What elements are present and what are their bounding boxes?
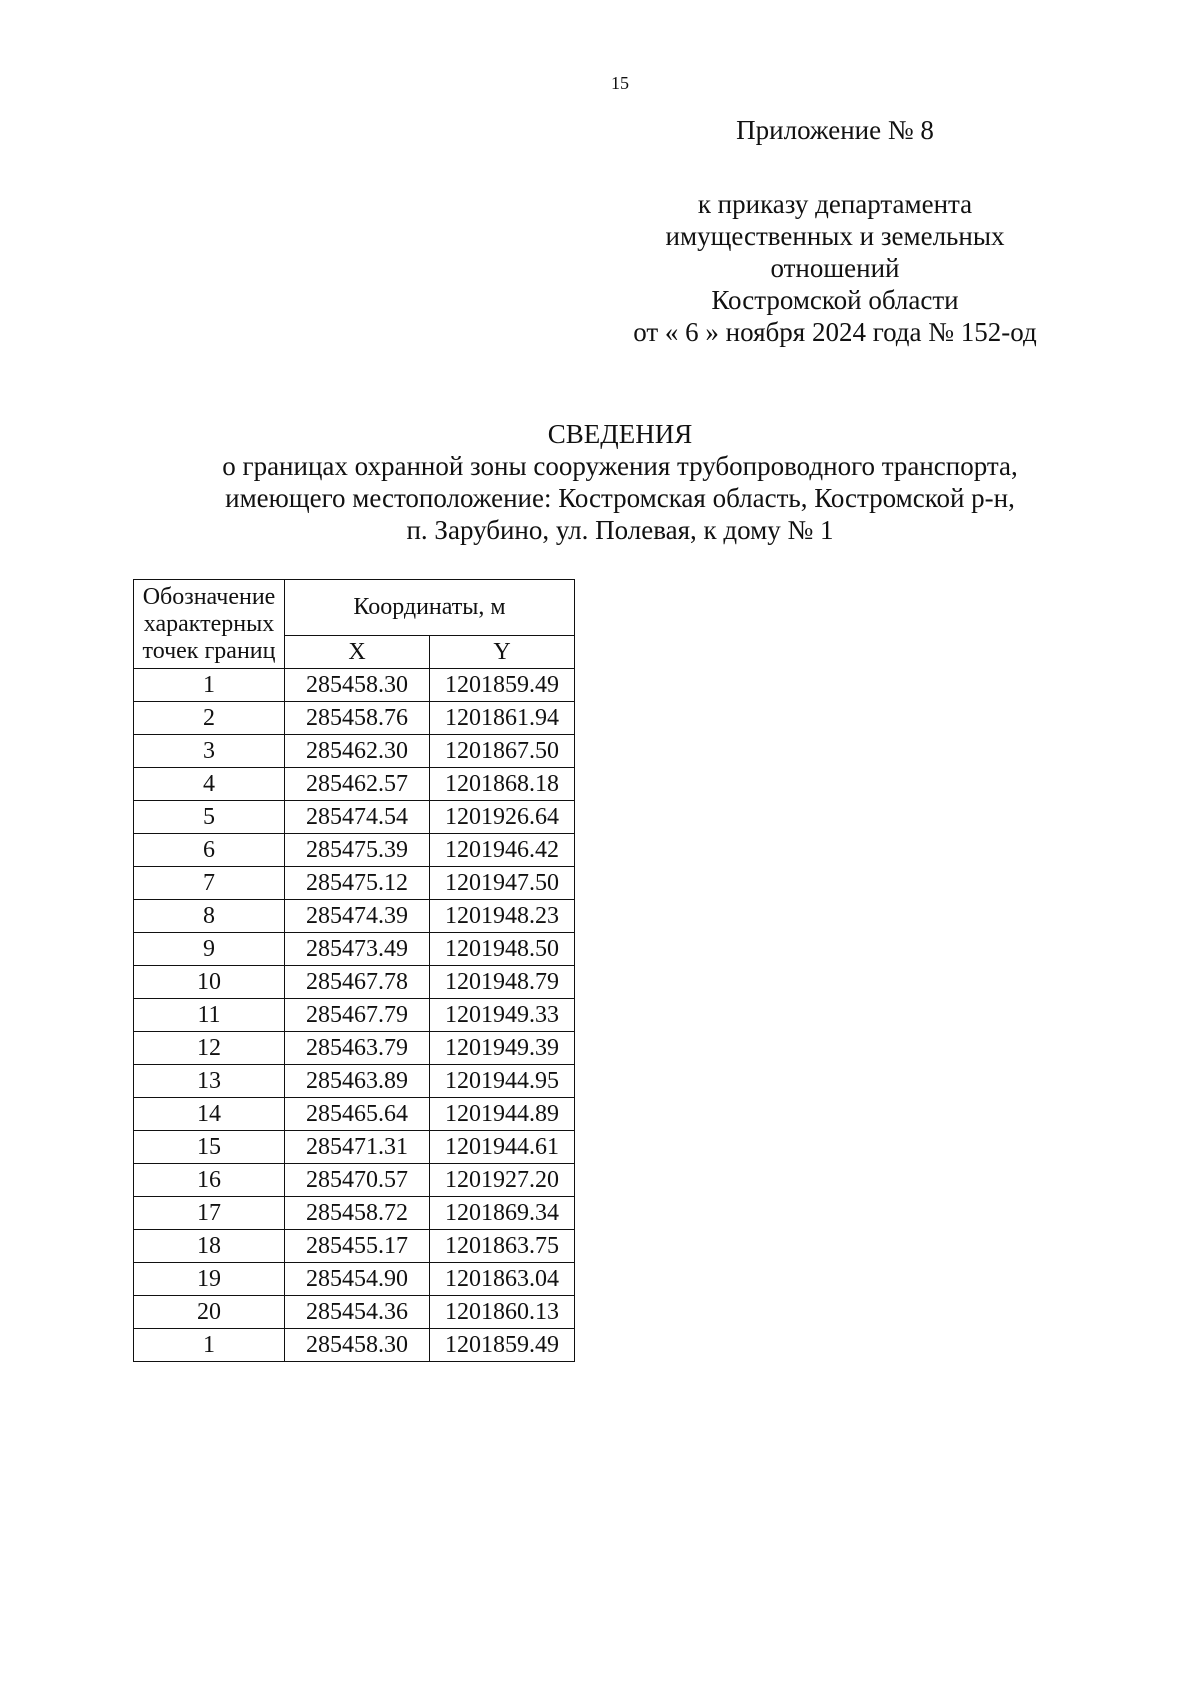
cell-x: 285458.30 (285, 669, 430, 702)
order-reference-line: к приказу департамента (697, 189, 973, 219)
table-row (134, 999, 575, 1032)
cell-x: 285475.39 (285, 834, 430, 867)
cell-point: 17 (134, 1197, 285, 1230)
table-row (134, 768, 575, 801)
order-reference-line: отношений (770, 253, 900, 283)
cell-point: 3 (134, 735, 285, 768)
table-row (134, 702, 575, 735)
coordinates-table (133, 579, 575, 1362)
cell-y: 1201867.50 (430, 735, 575, 768)
table-row (134, 1197, 575, 1230)
table-row (134, 1032, 575, 1065)
cell-y: 1201948.23 (430, 900, 575, 933)
header-point-designation (134, 580, 285, 669)
cell-x: 285474.54 (285, 801, 430, 834)
order-reference-line: от « 6 » ноября 2024 года № 152-од (633, 317, 1037, 347)
cell-point: 11 (134, 999, 285, 1032)
table-row (134, 801, 575, 834)
cell-x: 285465.64 (285, 1098, 430, 1131)
cell-y: 1201946.42 (430, 834, 575, 867)
document-subtitle-line: п. Зарубино, ул. Полевая, к дому № 1 (406, 515, 834, 545)
cell-y: 1201947.50 (430, 867, 575, 900)
cell-x: 285467.78 (285, 966, 430, 999)
cell-point: 10 (134, 966, 285, 999)
cell-point: 14 (134, 1098, 285, 1131)
cell-y: 1201948.79 (430, 966, 575, 999)
order-reference-line: Костромской области (711, 285, 959, 315)
cell-y: 1201860.13 (430, 1296, 575, 1329)
page-number: 15 (611, 73, 629, 93)
cell-x: 285463.79 (285, 1032, 430, 1065)
table-row (134, 834, 575, 867)
cell-y: 1201861.94 (430, 702, 575, 735)
header-x: X (285, 636, 430, 669)
table-row (134, 1263, 575, 1296)
cell-y: 1201863.75 (430, 1230, 575, 1263)
cell-point: 1 (134, 669, 285, 702)
cell-y: 1201944.61 (430, 1131, 575, 1164)
appendix-title: Приложение № 8 (736, 115, 934, 145)
cell-x: 285458.72 (285, 1197, 430, 1230)
table-row (134, 1098, 575, 1131)
cell-x: 285474.39 (285, 900, 430, 933)
header-coordinates: Координаты, м (285, 580, 575, 636)
table-row (134, 1230, 575, 1263)
cell-x: 285475.12 (285, 867, 430, 900)
cell-y: 1201869.34 (430, 1197, 575, 1230)
table-row (134, 1131, 575, 1164)
cell-y: 1201863.04 (430, 1263, 575, 1296)
cell-y: 1201949.33 (430, 999, 575, 1032)
cell-point: 12 (134, 1032, 285, 1065)
cell-y: 1201859.49 (430, 1329, 575, 1362)
cell-x: 285473.49 (285, 933, 430, 966)
cell-x: 285454.90 (285, 1263, 430, 1296)
table-row (134, 1329, 575, 1362)
cell-x: 285454.36 (285, 1296, 430, 1329)
cell-point: 15 (134, 1131, 285, 1164)
cell-point: 2 (134, 702, 285, 735)
cell-point: 18 (134, 1230, 285, 1263)
cell-x: 285455.17 (285, 1230, 430, 1263)
table-row (134, 867, 575, 900)
cell-point: 7 (134, 867, 285, 900)
cell-x: 285458.30 (285, 1329, 430, 1362)
cell-x: 285458.76 (285, 702, 430, 735)
cell-point: 20 (134, 1296, 285, 1329)
cell-point: 16 (134, 1164, 285, 1197)
cell-point: 4 (134, 768, 285, 801)
cell-y: 1201948.50 (430, 933, 575, 966)
cell-y: 1201927.20 (430, 1164, 575, 1197)
document-heading (100, 418, 1140, 546)
cell-y: 1201944.95 (430, 1065, 575, 1098)
table-row (134, 966, 575, 999)
table-row (134, 900, 575, 933)
header-point-line: характерных (143, 610, 275, 637)
document-subtitle-line: имеющего местоположение: Костромская область, Костромской р-н, (225, 483, 1015, 513)
table-row (134, 1296, 575, 1329)
cell-point: 9 (134, 933, 285, 966)
order-reference-line: имущественных и земельных (665, 221, 1005, 251)
cell-point: 6 (134, 834, 285, 867)
cell-y: 1201944.89 (430, 1098, 575, 1131)
cell-x: 285467.79 (285, 999, 430, 1032)
cell-x: 285470.57 (285, 1164, 430, 1197)
cell-x: 285462.57 (285, 768, 430, 801)
cell-y: 1201926.64 (430, 801, 575, 834)
table-row (134, 933, 575, 966)
cell-x: 285463.89 (285, 1065, 430, 1098)
header-point-line: Обозначение (142, 583, 276, 610)
order-reference (600, 188, 1070, 348)
cell-y: 1201949.39 (430, 1032, 575, 1065)
cell-y: 1201859.49 (430, 669, 575, 702)
cell-x: 285462.30 (285, 735, 430, 768)
table-row (134, 1164, 575, 1197)
table-row (134, 735, 575, 768)
document-title: СВЕДЕНИЯ (547, 419, 693, 449)
table-row (134, 669, 575, 702)
cell-point: 19 (134, 1263, 285, 1296)
cell-point: 1 (134, 1329, 285, 1362)
cell-y: 1201868.18 (430, 768, 575, 801)
cell-x: 285471.31 (285, 1131, 430, 1164)
header-point-line: точек границ (142, 637, 276, 664)
document-subtitle-line: о границах охранной зоны сооружения трубопроводного транспорта, (222, 451, 1018, 481)
cell-point: 13 (134, 1065, 285, 1098)
cell-point: 5 (134, 801, 285, 834)
cell-point: 8 (134, 900, 285, 933)
header-y: Y (430, 636, 575, 669)
table-row (134, 1065, 575, 1098)
